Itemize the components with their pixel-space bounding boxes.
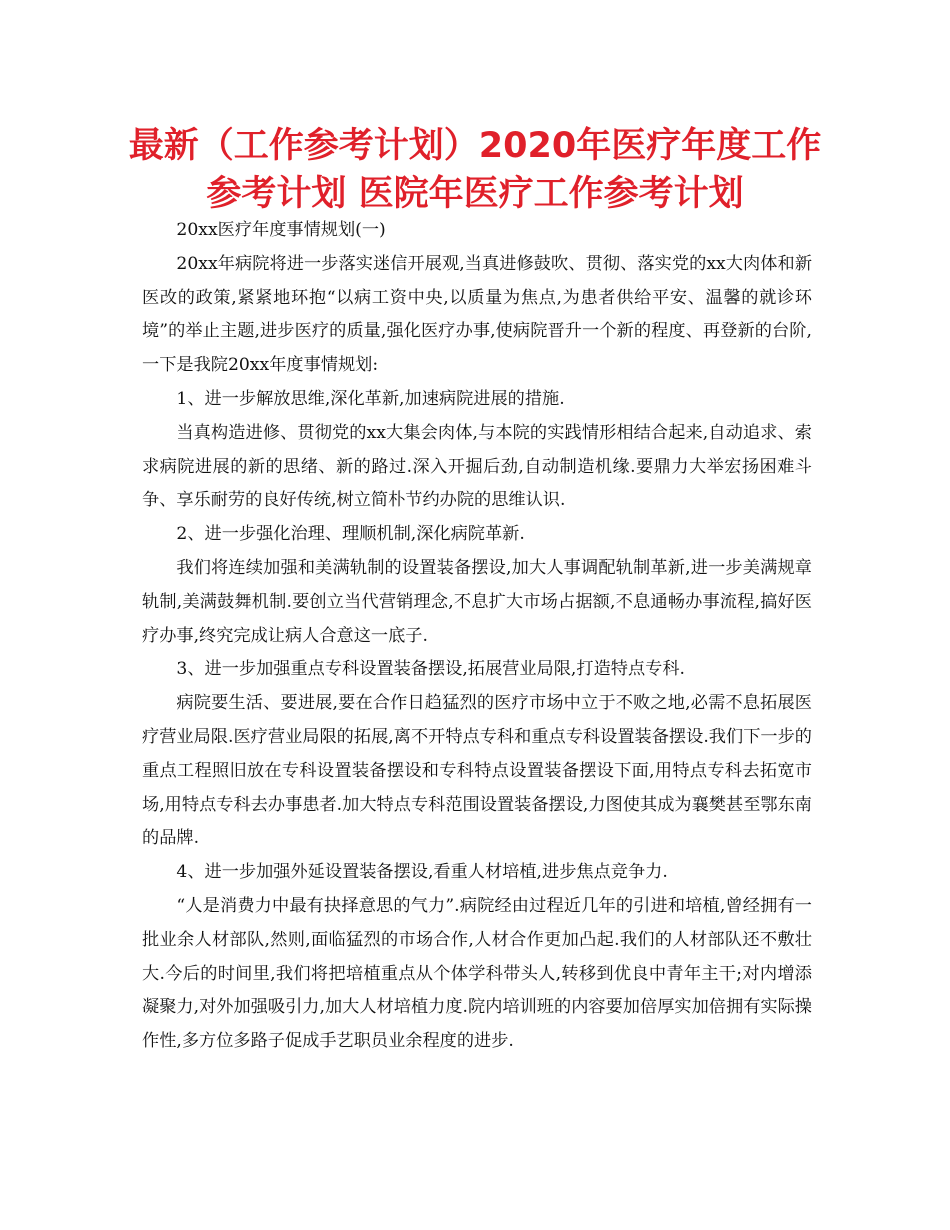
heading-item-2: 2、进一步强化治理、理顺机制,深化病院革新. — [176, 524, 525, 545]
paragraph-item-4: “人是消费力中最有抉择意思的气力”.病院经由过程近几年的引进和培植,曾经拥有一批业余人材部队,然则,面临猛烈的市场合作,人材合作更加凸起.我们的人材部队还不敷壮大.今后的时间里,我们将把培植重点从个体学科带头人,转移到优良中青年主干;对内增添凝聚力,对外加强吸引力,加大人材培植力度.院内培训班的内容要加倍厚实加倍拥有实际操作性,多方位多路子促成手艺职员业余程度的进步. — [142, 895, 812, 1052]
paragraph-item-1: 当真构造进修、贯彻党的xx大集会肉体,与本院的实践情形相结合起来,自动追求、索求病院进展的新的思绪、新的路过.深入开掘后劲,自动制造机缘.要鼎力大举宏扬困难斗争、享乐耐劳的良好传统,树立简朴节约办院的思维认识. — [142, 422, 812, 511]
document-body — [142, 214, 812, 1059]
paragraph-item-2: 我们将连续加强和美满轨制的设置装备摆设,加大人事调配轨制革新,进一步美满规章轨制,美满鼓舞机制.要创立当代营销理念,不息扩大市场占据额,不息通畅办事流程,搞好医疗办事,终究完成让病人合意这一底子. — [142, 557, 812, 646]
heading-item-3: 3、进一步加强重点专科设置装备摆设,拓展营业局限,打造特点专科. — [176, 659, 685, 680]
heading-item-1: 1、进一步解放思维,深化革新,加速病院进展的措施. — [176, 388, 565, 409]
section-subtitle: 20xx医疗年度事情规划(一) — [176, 220, 386, 240]
page-title: 最新（工作参考计划）2020年医疗年度工作参考计划 医院年医疗工作参考计划 — [128, 126, 822, 214]
paragraph-item-3: 病院要生活、要进展,要在合作日趋猛烈的医疗市场中立于不败之地,必需不息拓展医疗营业局限.医疗营业局限的拓展,离不开特点专科和重点专科设置装备摆设.我们下一步的重点工程照旧放在专科设置装备摆设和专科特点设置装备摆设下面,用特点专科去拓宽市场,用特点专科去办事患者.加大特点专科范围设置装备摆设,力图使其成为襄樊甚至鄂东南的品牌. — [142, 693, 812, 849]
heading-item-4: 4、进一步加强外延设置装备摆设,看重人材培植,进步焦点竞争力. — [176, 862, 668, 883]
paragraph-intro: 20xx年病院将进一步落实迷信开展观,当真进修鼓吹、贯彻、落实党的xx大肉体和新医改的政策,紧紧地环抱“以病工资中央,以质量为焦点,为患者供给平安、温馨的就诊环境”的举止主题,进步医疗的质量,强化医疗办事,使病院晋升一个新的程度、再登新的台阶,一下是我院20xx年度事情规划: — [142, 253, 813, 376]
